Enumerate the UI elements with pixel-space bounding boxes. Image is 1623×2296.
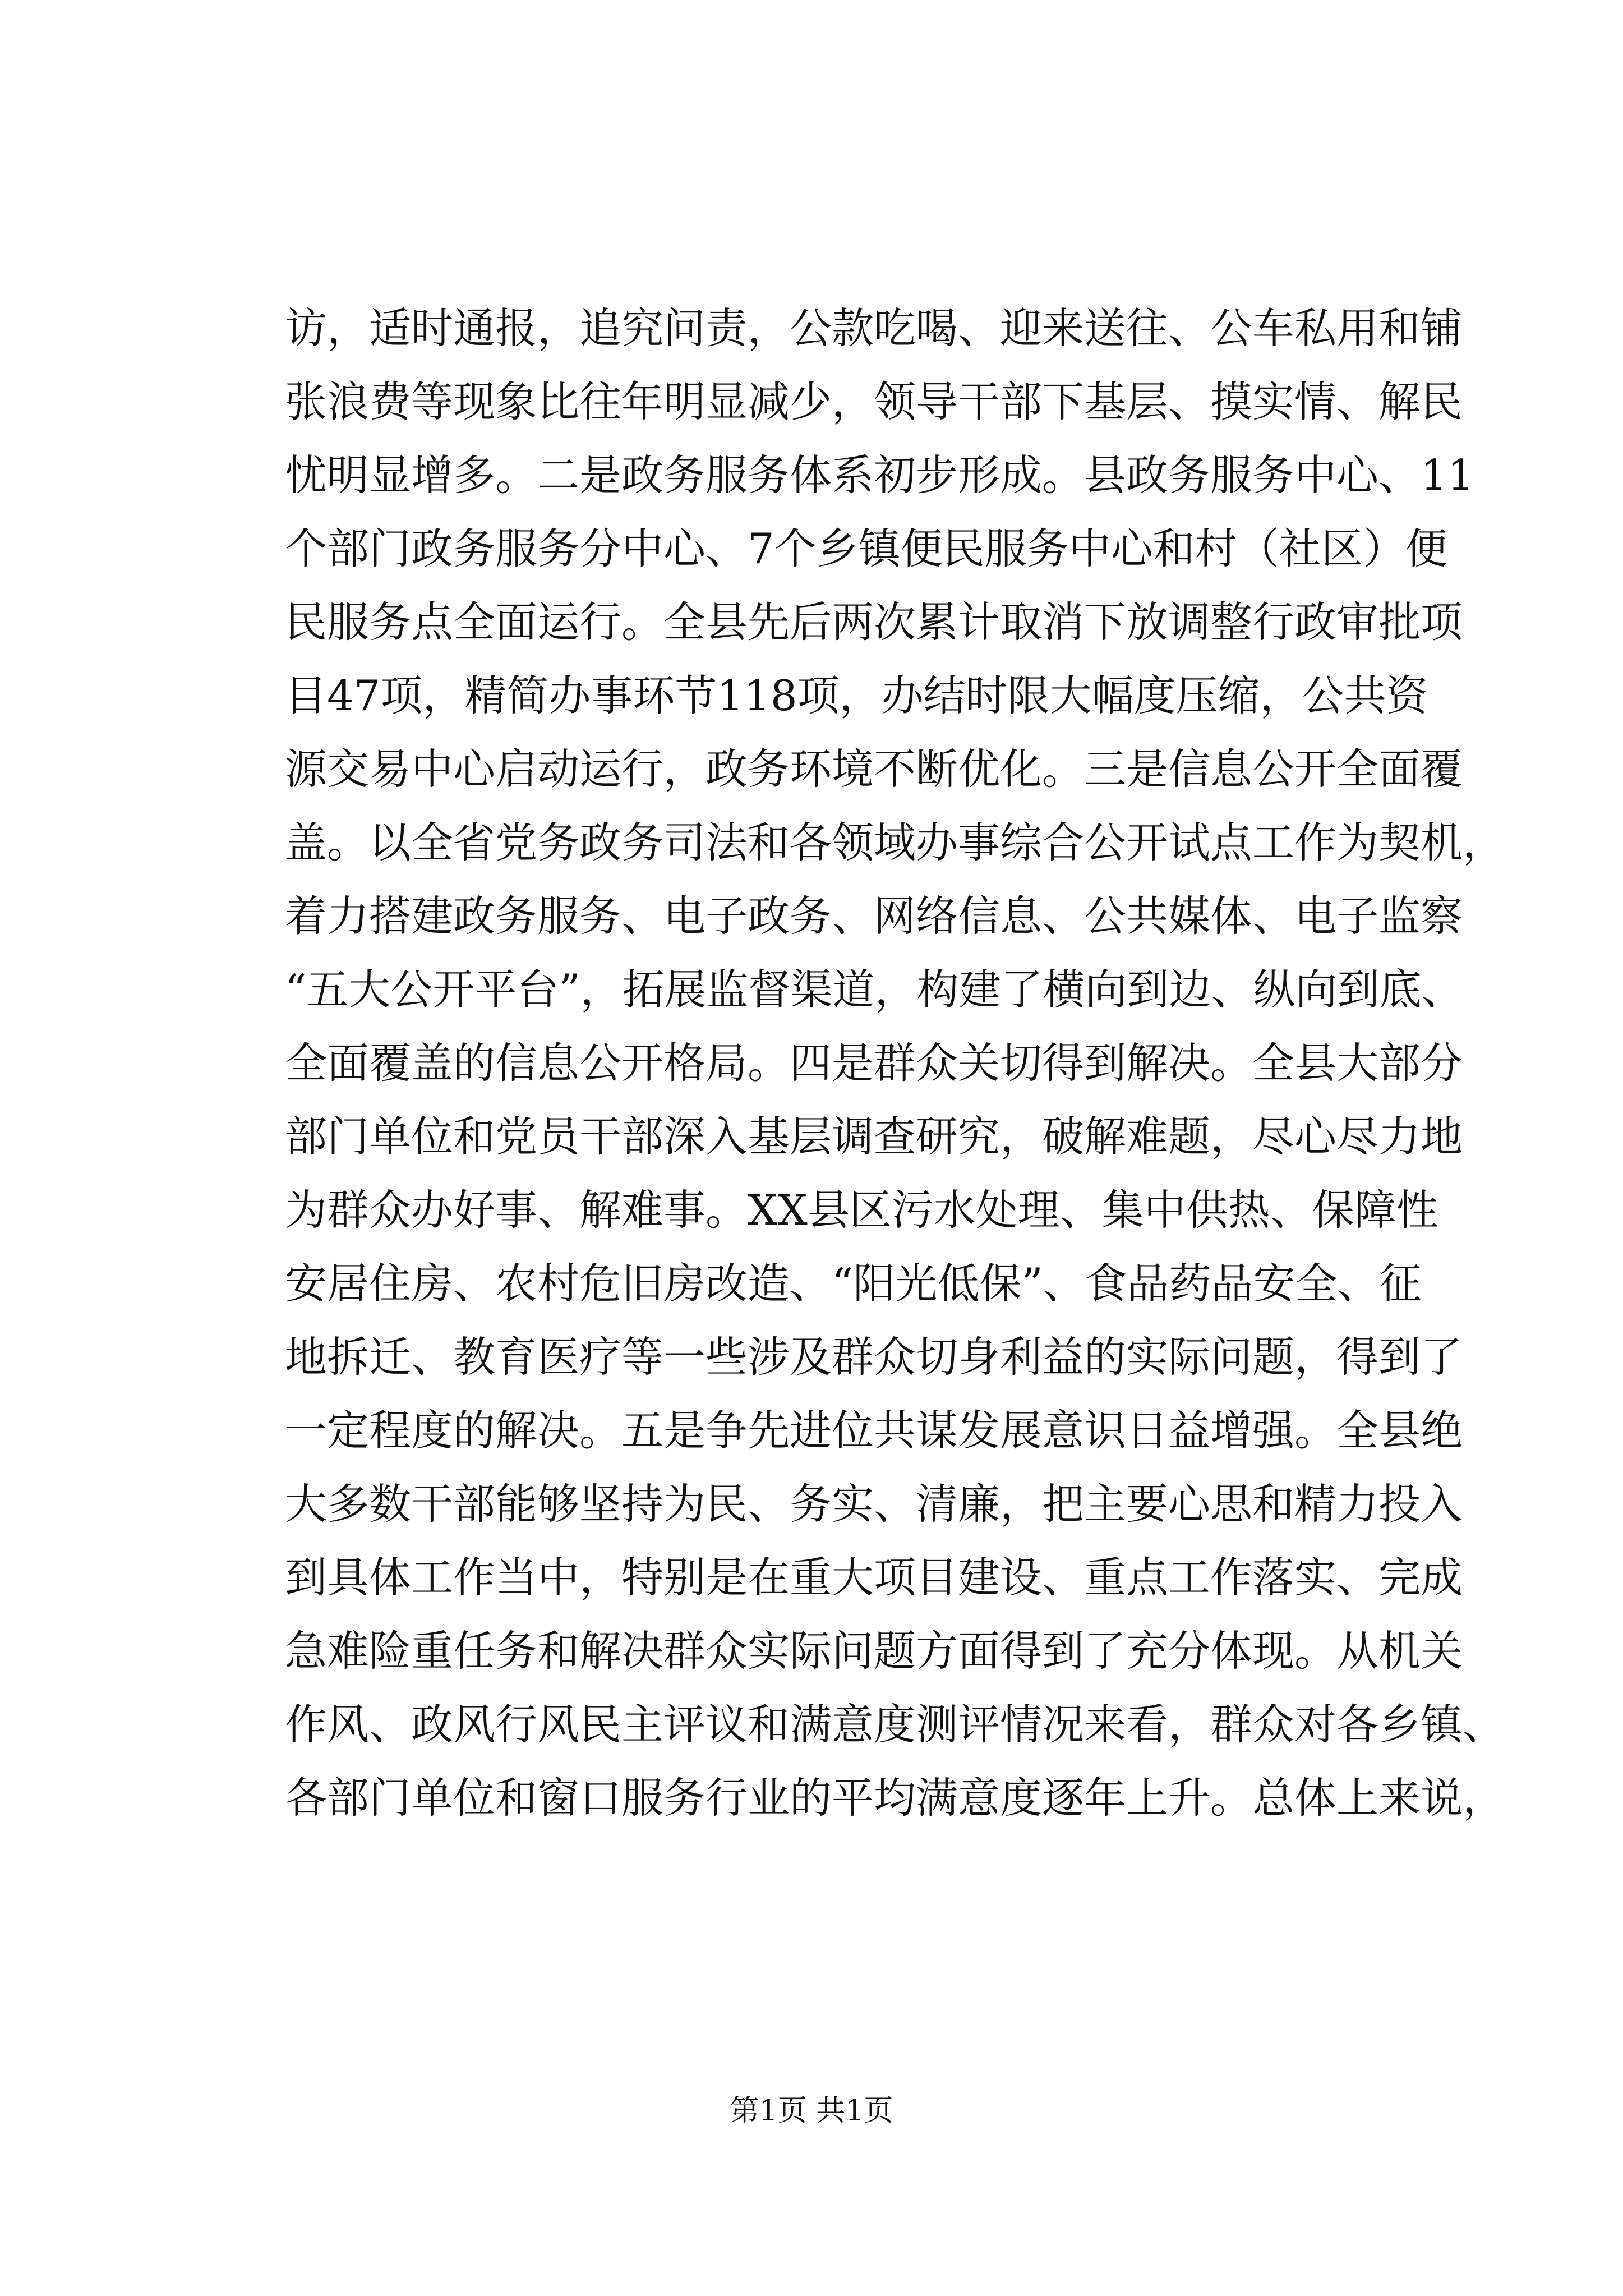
text-line-13: 为群众办好事、解难事。XX县区污水处理、集中供热、保障性 [285, 1185, 1438, 1235]
text-line-2: 张浪费等现象比往年明显减少，领导干部下基层、摸实情、解民 [285, 377, 1463, 426]
text-line-16: 一定程度的解决。五是争先进位共谋发展意识日益增强。全县绝 [285, 1406, 1463, 1455]
text-line-10: “五大公开平台”，拓展监督渠道，构建了横向到边、纵向到底、 [285, 965, 1464, 1014]
text-line-20: 作风、政风行风民主评议和满意度测评情况来看，群众对各乡镇、 [285, 1700, 1505, 1749]
text-line-15: 地拆迁、教育医疗等一些涉及群众切身利益的实际问题，得到了 [285, 1332, 1463, 1382]
text-line-12: 部门单位和党员干部深入基层调查研究，破解难题，尽心尽力地 [285, 1112, 1463, 1161]
text-line-19: 急难险重任务和解决群众实际问题方面得到了充分体现。从机关 [285, 1626, 1463, 1676]
text-line-17: 大多数干部能够坚持为民、务实、清廉，把主要心思和精力投入 [285, 1479, 1463, 1529]
text-line-7: 源交易中心启动运行，政务环境不断优化。三是信息公开全面覆 [285, 744, 1463, 794]
text-line-11: 全面覆盖的信息公开格局。四是群众关切得到解决。全县大部分 [285, 1038, 1463, 1088]
text-line-18: 到具体工作当中，特别是在重大项目建设、重点工作落实、完成 [285, 1553, 1463, 1602]
text-line-6: 目47项，精简办事环节118项，办结时限大幅度压缩，公共资 [285, 671, 1428, 720]
text-line-8: 盖。以全省党务政务司法和各领域办事综合公开试点工作为契机， [285, 818, 1505, 867]
text-line-3: 忧明显增多。二是政务服务体系初步形成。县政务服务中心、11 [285, 450, 1474, 500]
text-line-9: 着力搭建政务服务、电子政务、网络信息、公共媒体、电子监察 [285, 891, 1463, 941]
text-line-14: 安居住房、农村危旧房改造、“阳光低保”、食品药品安全、征 [285, 1259, 1422, 1308]
body-text [285, 303, 1505, 1846]
text-line-21: 各部门单位和窗口服务行业的平均满意度逐年上升。总体上来说， [285, 1773, 1505, 1823]
text-line-1: 访，适时通报，追究问责，公款吃喝、迎来送往、公车私用和铺 [285, 303, 1463, 353]
text-line-5: 民服务点全面运行。全县先后两次累计取消下放调整行政审批项 [285, 597, 1463, 647]
text-line-4: 个部门政务服务分中心、7个乡镇便民服务中心和村（社区）便 [285, 524, 1447, 573]
page-footer: 第1页 共1页 [730, 2094, 893, 2128]
